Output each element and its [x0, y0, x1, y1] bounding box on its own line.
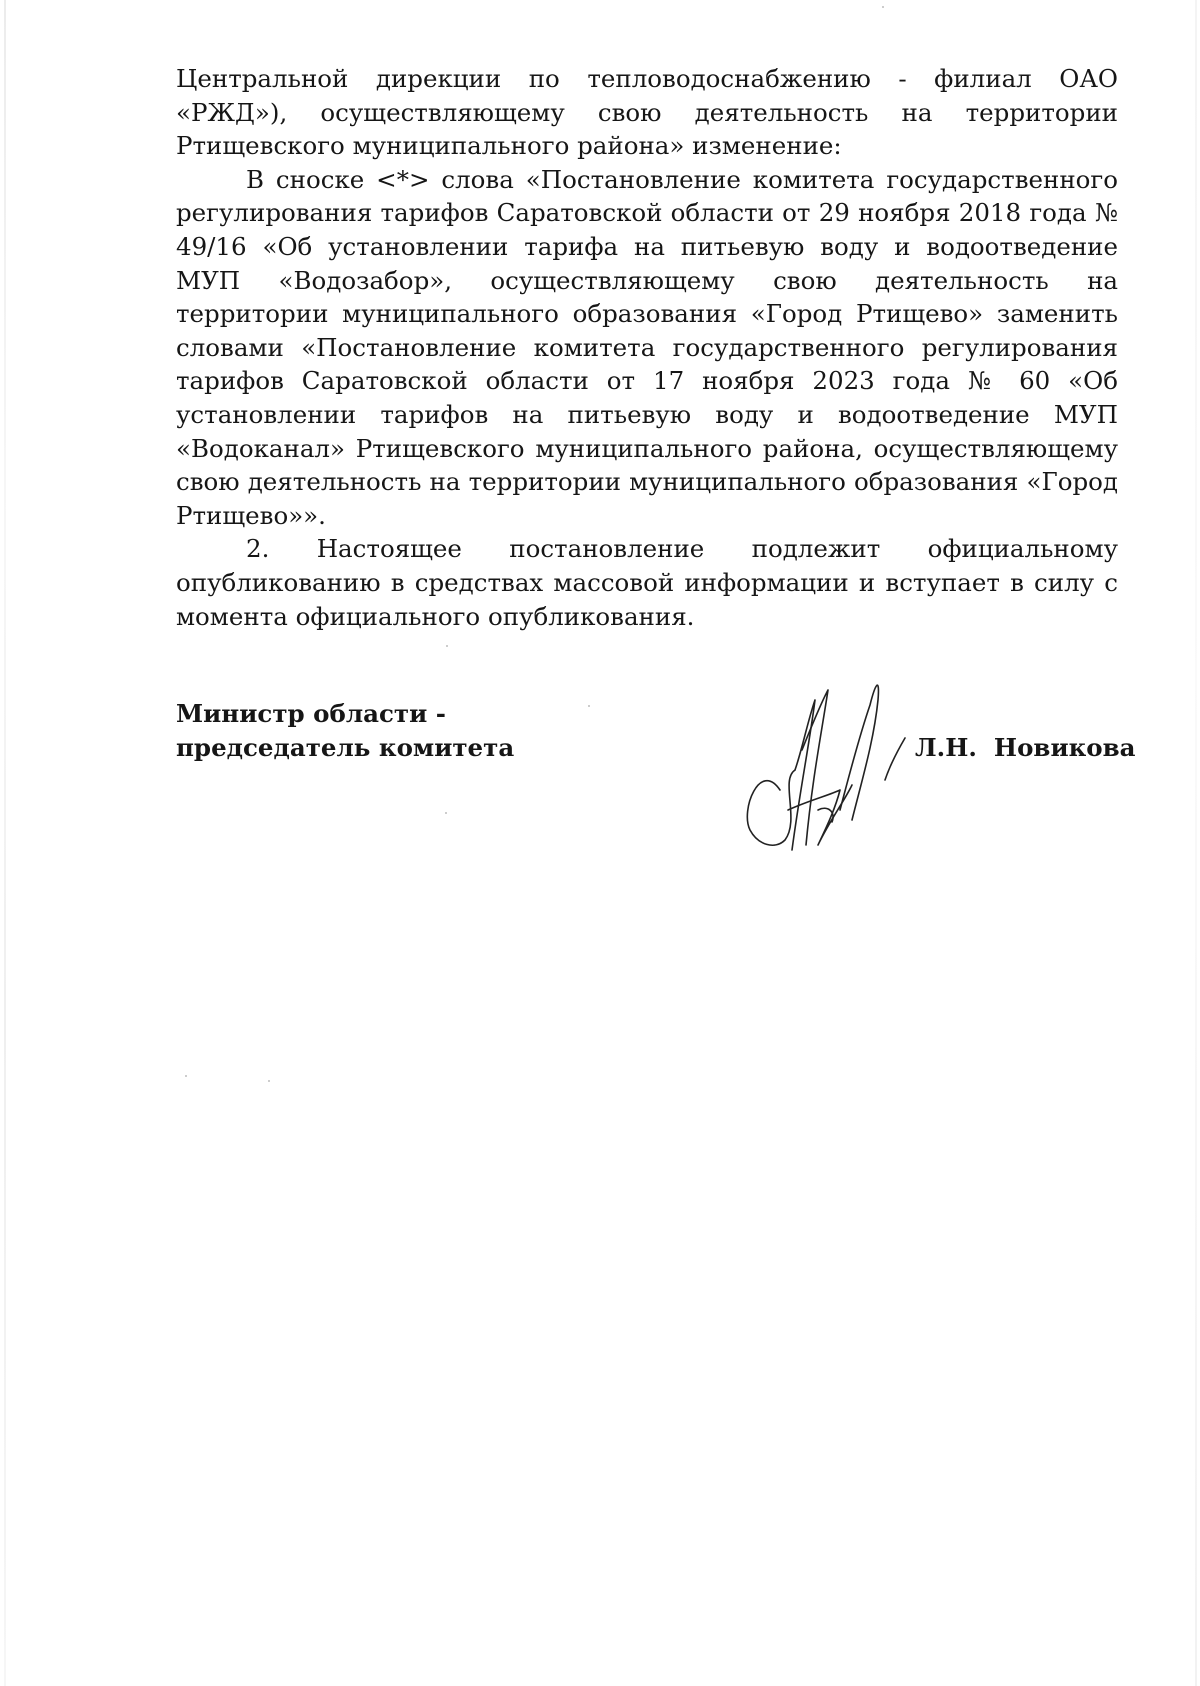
scan-speck: [185, 1075, 187, 1077]
paragraph-footnote-amendment: В сноске <*> слова «Постановление комитета государственного регулирования тарифов Саратовской области от 29 ноября 2018 года № 49/16 «Об установлении тарифа на питьевую воду и водоотведение МУП «Водозабор», осуществляющему свою деятельность на территории муниципального образования «Город Ртищево» заменить словами «Постановление комитета государственного регулирования тарифов Саратовской области от 17 ноября 2023 года № 60 «Об установлении тарифов на питьевую воду и водоотведение МУП «Водоканал» Ртищевского муниципального района, осуществляющему свою деятельность на территории муниципального образования «Город Ртищево»».: [176, 164, 1118, 530]
handwritten-signature: [740, 660, 910, 860]
scan-speck: [446, 645, 448, 647]
scan-speck: [588, 705, 590, 707]
paragraph-continuation: Центральной дирекции по тепловодоснабжению - филиал ОАО «РЖД»), осуществляющему свою деятельность на территории Ртищевского муниципального района» изменение:: [176, 64, 1118, 161]
document-body: [176, 62, 1118, 633]
signatory-name: Л.Н. Новикова: [915, 733, 1136, 762]
signatory-title-line2: председатель комитета: [176, 733, 515, 762]
scan-speck: [268, 1080, 270, 1082]
signatory-title: [176, 697, 514, 765]
scan-edge-right: [1195, 0, 1197, 1686]
scan-edge-left: [4, 0, 6, 1686]
scan-speck: [882, 6, 884, 8]
paragraph-publication-clause: 2. Настоящее постановление подлежит официальному опубликованию в средствах массовой информации и вступает в силу с момента официального опубликования.: [176, 534, 1118, 631]
scan-speck: [445, 812, 447, 814]
signatory-title-line1: Министр области -: [176, 699, 446, 728]
